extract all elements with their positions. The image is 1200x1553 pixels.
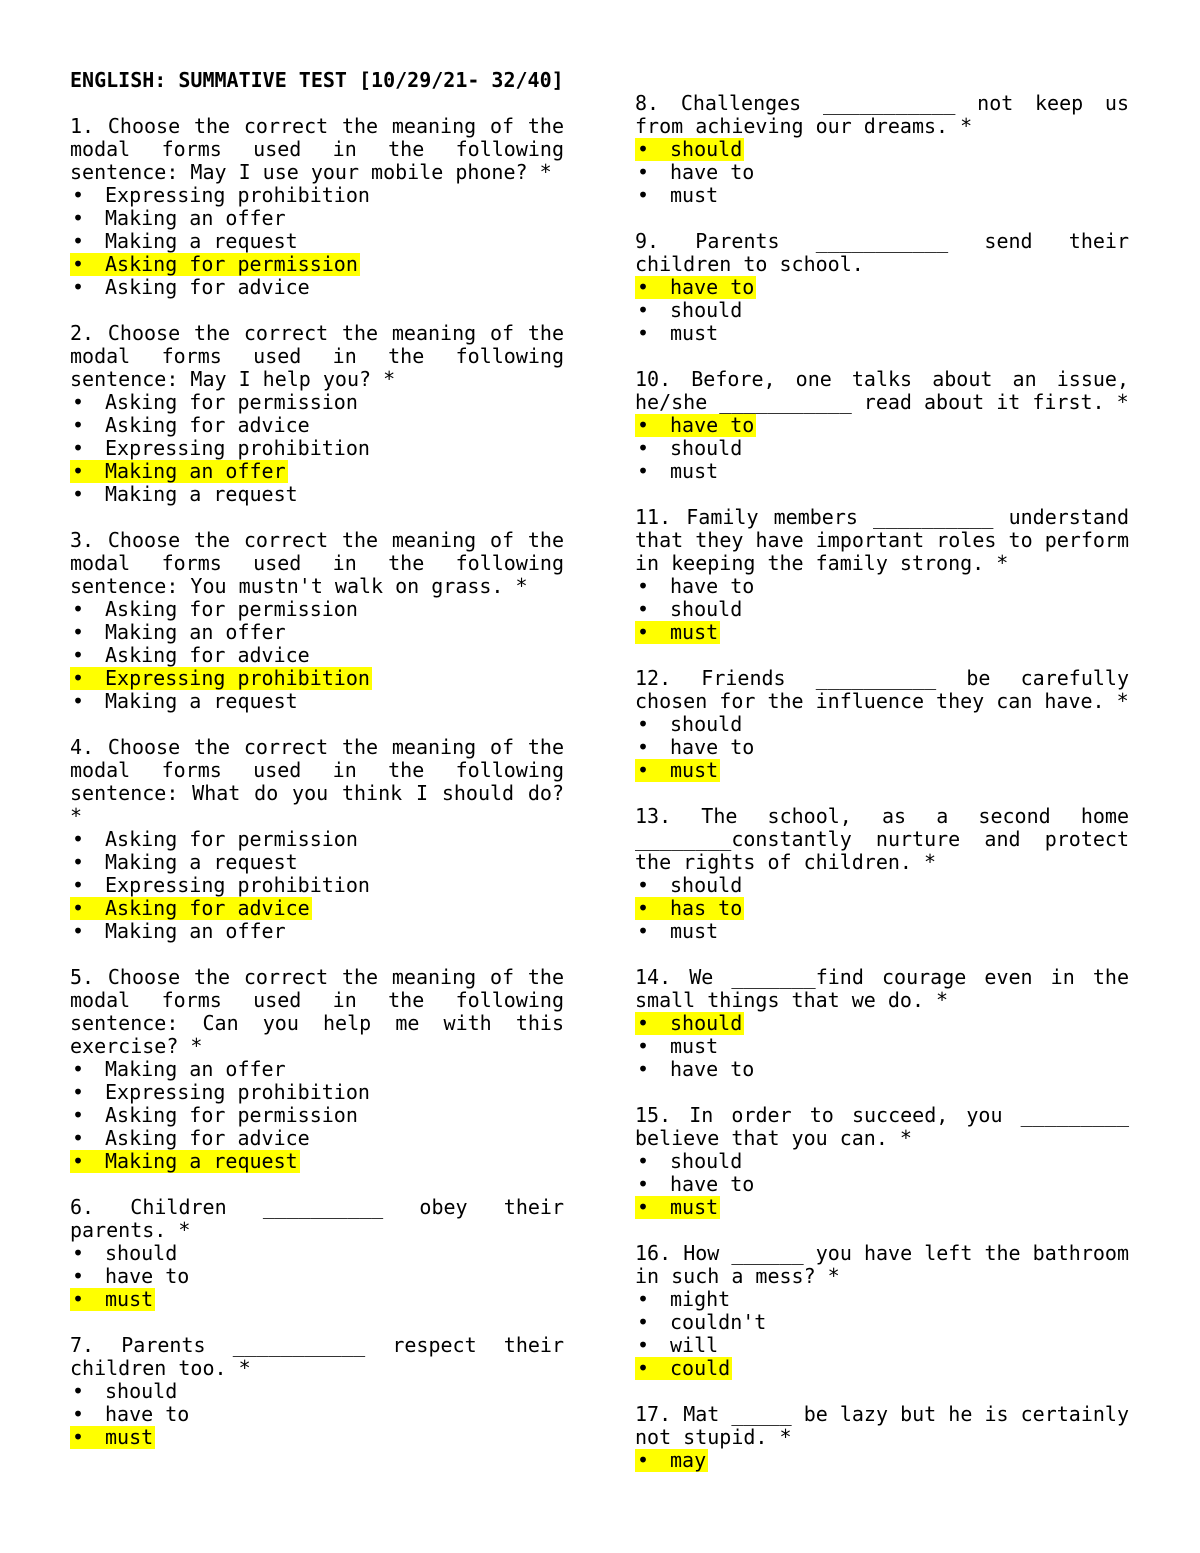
option-list — [70, 598, 564, 713]
question-stem: 11. Family members __________ understand that they have important roles to perform in keeping the family strong. * — [635, 505, 1129, 575]
bullet-icon: • — [635, 759, 670, 782]
option-item-answer — [635, 1357, 1129, 1380]
question-1 — [70, 115, 564, 299]
option-item — [635, 1311, 1129, 1334]
bullet-icon: • — [72, 1080, 85, 1104]
option-item — [635, 874, 1129, 897]
option-label: should — [670, 1149, 743, 1173]
question-stem: 10. Before, one talks about an issue, he/she ___________ read about it first. * — [635, 367, 1129, 414]
question-stem: 5. Choose the correct the meaning of the modal forms used in the following sentence: Can you help me with this exercise? * — [70, 965, 564, 1058]
option-list — [635, 1449, 1129, 1472]
option-label: Expressing prohibition — [105, 873, 370, 897]
option-item — [70, 644, 564, 667]
option-item — [635, 1288, 1129, 1311]
option-item — [635, 322, 1129, 345]
bullet-icon: • — [637, 183, 650, 207]
option-item-answer — [635, 1449, 1129, 1472]
bullet-icon: • — [72, 1402, 85, 1426]
question-3 — [70, 529, 564, 713]
option-label: might — [670, 1287, 731, 1311]
bullet-icon: • — [70, 460, 105, 483]
bullet-icon: • — [70, 667, 105, 690]
bullet-icon: • — [72, 413, 85, 437]
bullet-icon: • — [72, 827, 85, 851]
bullet-icon: • — [72, 1103, 85, 1127]
option-item — [635, 1150, 1129, 1173]
question-4 — [70, 736, 564, 943]
option-list — [635, 1150, 1129, 1219]
option-item — [70, 621, 564, 644]
bullet-icon: • — [72, 1241, 85, 1265]
right-column — [635, 92, 1129, 1495]
option-item-answer — [70, 1288, 564, 1311]
bullet-icon: • — [72, 1057, 85, 1081]
question-stem: 6. Children __________ obey their parents. * — [70, 1195, 564, 1242]
bullet-icon: • — [72, 206, 85, 230]
bullet-icon: • — [637, 298, 650, 322]
bullet-icon: • — [72, 229, 85, 253]
option-label: have to — [670, 413, 755, 437]
option-list — [635, 1012, 1129, 1081]
option-label: should — [670, 873, 743, 897]
question-16 — [635, 1242, 1129, 1380]
option-list — [70, 828, 564, 943]
option-item — [70, 437, 564, 460]
option-label: should — [670, 712, 743, 736]
question-stem: 17. Mat _____ be lazy but he is certainly not stupid. * — [635, 1402, 1129, 1449]
option-item — [70, 1104, 564, 1127]
question-11 — [635, 506, 1129, 644]
option-label: Making a request — [105, 482, 298, 506]
option-label: should — [105, 1379, 178, 1403]
bullet-icon: • — [72, 436, 85, 460]
option-label: has to — [670, 896, 743, 920]
option-item — [635, 713, 1129, 736]
bullet-icon: • — [72, 1264, 85, 1288]
bullet-icon: • — [637, 321, 650, 345]
option-item — [635, 460, 1129, 483]
option-label: must — [670, 321, 719, 345]
option-label: have to — [670, 275, 755, 299]
option-item — [635, 184, 1129, 207]
bullet-icon: • — [637, 1149, 650, 1173]
option-item — [70, 391, 564, 414]
question-12 — [635, 667, 1129, 782]
option-label: Asking for advice — [105, 275, 310, 299]
option-list — [635, 276, 1129, 345]
option-item — [70, 1127, 564, 1150]
option-label: have to — [105, 1402, 190, 1426]
bullet-icon: • — [72, 482, 85, 506]
option-item — [70, 1265, 564, 1288]
bullet-icon: • — [637, 712, 650, 736]
option-label: should — [670, 436, 743, 460]
bullet-icon: • — [72, 183, 85, 207]
bullet-icon: • — [637, 1310, 650, 1334]
option-item-answer — [635, 1196, 1129, 1219]
option-item — [70, 1403, 564, 1426]
option-label: could — [670, 1356, 731, 1380]
option-item — [635, 575, 1129, 598]
option-item — [635, 437, 1129, 460]
option-item — [70, 828, 564, 851]
option-list — [635, 138, 1129, 207]
option-label: have to — [105, 1264, 190, 1288]
bullet-icon: • — [637, 436, 650, 460]
question-stem: 13. The school, as a second home ________constantly nurture and protect the rights of children. * — [635, 804, 1129, 874]
question-5 — [70, 966, 564, 1173]
option-label: Asking for permission — [105, 390, 358, 414]
bullet-icon: • — [637, 1172, 650, 1196]
option-label: should — [670, 137, 743, 161]
question-stem: 1. Choose the correct the meaning of the modal forms used in the following sentence: May I use your mobile phone? * — [70, 114, 564, 184]
question-stem: 4. Choose the correct the meaning of the modal forms used in the following sentence: What do you think I should do? * — [70, 735, 564, 828]
option-item — [635, 920, 1129, 943]
option-list — [70, 391, 564, 506]
option-label: Asking for advice — [105, 1126, 310, 1150]
option-item — [70, 598, 564, 621]
left-column — [70, 69, 564, 1472]
option-list — [635, 874, 1129, 943]
option-label: Asking for permission — [105, 597, 358, 621]
option-list — [635, 414, 1129, 483]
question-7 — [70, 1334, 564, 1449]
bullet-icon: • — [637, 873, 650, 897]
bullet-icon: • — [72, 689, 85, 713]
option-label: Making a request — [105, 689, 298, 713]
bullet-icon: • — [637, 919, 650, 943]
option-item-answer — [635, 621, 1129, 644]
option-list — [635, 575, 1129, 644]
option-item — [70, 184, 564, 207]
option-label: Asking for permission — [105, 252, 358, 276]
bullet-icon: • — [637, 1034, 650, 1058]
option-item — [635, 1035, 1129, 1058]
option-label: Making a request — [105, 850, 298, 874]
option-label: must — [670, 758, 719, 782]
question-stem: 15. In order to succeed, you _________ believe that you can. * — [635, 1103, 1129, 1150]
option-item — [635, 161, 1129, 184]
bullet-icon: • — [635, 276, 670, 299]
bullet-icon: • — [637, 1057, 650, 1081]
option-label: should — [670, 298, 743, 322]
bullet-icon: • — [635, 414, 670, 437]
bullet-icon: • — [637, 597, 650, 621]
bullet-icon: • — [637, 459, 650, 483]
option-label: Making an offer — [105, 459, 286, 483]
bullet-icon: • — [72, 275, 85, 299]
question-stem: 3. Choose the correct the meaning of the modal forms used in the following sentence: You mustn't walk on grass. * — [70, 528, 564, 598]
bullet-icon: • — [635, 138, 670, 161]
bullet-icon: • — [635, 1357, 670, 1380]
option-item-answer — [70, 1426, 564, 1449]
option-label: Asking for permission — [105, 827, 358, 851]
option-list — [70, 1058, 564, 1173]
option-label: Making an offer — [105, 620, 286, 644]
bullet-icon: • — [70, 1426, 105, 1449]
option-list — [635, 1288, 1129, 1380]
option-item — [70, 1081, 564, 1104]
option-label: must — [670, 620, 719, 644]
question-stem: 14. We _______find courage even in the small things that we do. * — [635, 965, 1129, 1012]
option-label: must — [670, 919, 719, 943]
option-list — [70, 1242, 564, 1311]
option-label: Making a request — [105, 1149, 298, 1173]
bullet-icon: • — [70, 1150, 105, 1173]
question-2 — [70, 322, 564, 506]
option-label: Expressing prohibition — [105, 1080, 370, 1104]
bullet-icon: • — [637, 735, 650, 759]
question-17 — [635, 1403, 1129, 1472]
option-item-answer — [70, 897, 564, 920]
option-label: Making an offer — [105, 206, 286, 230]
option-item-answer — [635, 414, 1129, 437]
bullet-icon: • — [637, 1287, 650, 1311]
option-label: should — [105, 1241, 178, 1265]
option-item — [70, 276, 564, 299]
option-list — [70, 184, 564, 299]
option-item-answer — [635, 759, 1129, 782]
question-14 — [635, 966, 1129, 1081]
question-stem: 12. Friends __________ be carefully chosen for the influence they can have. * — [635, 666, 1129, 713]
option-item — [635, 1058, 1129, 1081]
option-label: must — [105, 1425, 154, 1449]
option-label: Expressing prohibition — [105, 183, 370, 207]
bullet-icon: • — [637, 574, 650, 598]
option-item-answer — [70, 460, 564, 483]
option-label: Making an offer — [105, 1057, 286, 1081]
option-label: may — [670, 1448, 707, 1472]
option-label: Expressing prohibition — [105, 436, 370, 460]
bullet-icon: • — [72, 1379, 85, 1403]
option-item — [70, 690, 564, 713]
bullet-icon: • — [72, 919, 85, 943]
question-10 — [635, 368, 1129, 483]
option-item-answer — [70, 667, 564, 690]
option-label: have to — [670, 574, 755, 598]
option-label: have to — [670, 160, 755, 184]
bullet-icon: • — [72, 873, 85, 897]
option-label: should — [670, 1011, 743, 1035]
bullet-icon: • — [72, 643, 85, 667]
question-9 — [635, 230, 1129, 345]
option-item — [70, 483, 564, 506]
option-label: must — [670, 1034, 719, 1058]
option-item-answer — [635, 138, 1129, 161]
option-label: couldn't — [670, 1310, 767, 1334]
option-label: Asking for advice — [105, 413, 310, 437]
bullet-icon: • — [72, 620, 85, 644]
option-label: Making a request — [105, 229, 298, 253]
question-13 — [635, 805, 1129, 943]
option-label: must — [670, 459, 719, 483]
bullet-icon: • — [637, 160, 650, 184]
option-label: Asking for permission — [105, 1103, 358, 1127]
option-item — [70, 874, 564, 897]
option-label: have to — [670, 1057, 755, 1081]
option-label: have to — [670, 735, 755, 759]
bullet-icon: • — [635, 1449, 670, 1472]
question-stem: 8. Challenges ___________ not keep us from achieving our dreams. * — [635, 91, 1129, 138]
option-label: Asking for advice — [105, 896, 310, 920]
bullet-icon: • — [72, 850, 85, 874]
page-title: ENGLISH: SUMMATIVE TEST [10/29/21- 32/40] — [70, 68, 564, 92]
option-label: Asking for advice — [105, 643, 310, 667]
option-item — [70, 1058, 564, 1081]
option-label: should — [670, 597, 743, 621]
question-stem: 16. How ______ you have left the bathroom in such a mess? * — [635, 1241, 1129, 1288]
option-item — [70, 1242, 564, 1265]
option-item-answer — [635, 897, 1129, 920]
option-item-answer — [70, 1150, 564, 1173]
question-stem: 9. Parents ___________ send their children to school. — [635, 229, 1129, 276]
option-label: Expressing prohibition — [105, 666, 370, 690]
option-item — [635, 299, 1129, 322]
bullet-icon: • — [70, 1288, 105, 1311]
question-6 — [70, 1196, 564, 1311]
option-item — [635, 736, 1129, 759]
option-label: must — [105, 1287, 154, 1311]
bullet-icon: • — [635, 621, 670, 644]
bullet-icon: • — [635, 1196, 670, 1219]
option-item — [70, 851, 564, 874]
option-item-answer — [635, 276, 1129, 299]
option-item — [70, 920, 564, 943]
option-item — [70, 1380, 564, 1403]
question-stem: 2. Choose the correct the meaning of the modal forms used in the following sentence: May I help you? * — [70, 321, 564, 391]
bullet-icon: • — [72, 1126, 85, 1150]
bullet-icon: • — [637, 1333, 650, 1357]
bullet-icon: • — [72, 390, 85, 414]
option-item — [635, 598, 1129, 621]
option-label: will — [670, 1333, 719, 1357]
bullet-icon: • — [635, 1012, 670, 1035]
option-item — [635, 1173, 1129, 1196]
option-list — [635, 713, 1129, 782]
option-item — [70, 414, 564, 437]
option-label: have to — [670, 1172, 755, 1196]
bullet-icon: • — [70, 253, 105, 276]
question-stem: 7. Parents ___________ respect their children too. * — [70, 1333, 564, 1380]
option-item-answer — [70, 253, 564, 276]
option-item-answer — [635, 1012, 1129, 1035]
bullet-icon: • — [72, 597, 85, 621]
option-list — [70, 1380, 564, 1449]
option-label: Making an offer — [105, 919, 286, 943]
bullet-icon: • — [635, 897, 670, 920]
option-item — [70, 207, 564, 230]
option-label: must — [670, 1195, 719, 1219]
bullet-icon: • — [70, 897, 105, 920]
question-15 — [635, 1104, 1129, 1219]
option-label: must — [670, 183, 719, 207]
question-8 — [635, 92, 1129, 207]
option-item — [70, 230, 564, 253]
option-item — [635, 1334, 1129, 1357]
